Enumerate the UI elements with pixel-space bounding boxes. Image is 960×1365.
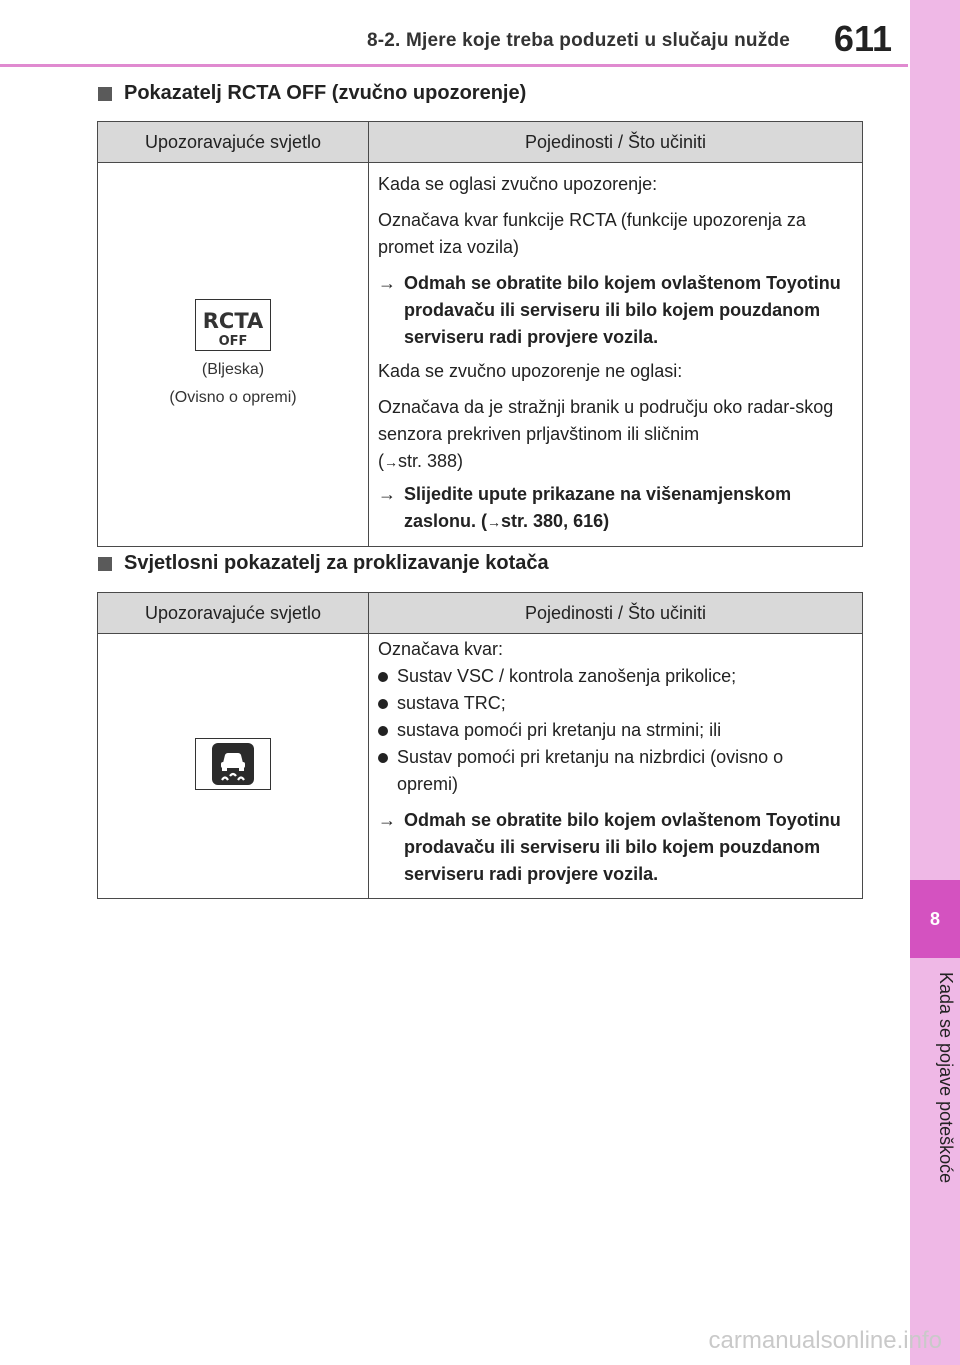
details-cell	[369, 163, 863, 547]
icon-cell	[98, 634, 369, 899]
section-heading-text: Pokazatelj RCTA OFF (zvučno upozorenje)	[124, 82, 527, 104]
section-heading-text: Svjetlosni pokazatelj za proklizavanje kotača	[124, 552, 549, 574]
table-header-row	[98, 593, 863, 634]
chapter-side-tab	[910, 0, 960, 1365]
section-heading-rcta	[98, 82, 526, 105]
list-item	[378, 744, 852, 798]
rcta-icon-line1: RCTA	[202, 309, 264, 333]
page-reference: str. 388)	[398, 451, 464, 471]
watermark: carmanualsonline.info	[708, 1327, 942, 1354]
bullet-icon	[378, 744, 397, 798]
list-item-text: sustava TRC;	[397, 693, 506, 713]
list-item-text: Sustav VSC / kontrola zanošenja prikolice;	[397, 666, 737, 686]
chapter-title: 8-2. Mjere koje treba poduzeti u slučaju nužde	[366, 30, 790, 51]
chapter-number: 8	[910, 880, 960, 958]
arrow-icon: →	[378, 810, 396, 830]
header-rule	[0, 64, 908, 67]
action-item	[378, 270, 852, 351]
arrow-icon: →	[378, 273, 396, 293]
column-header-light: Upozoravajuće svjetlo	[98, 122, 369, 163]
bullet-icon	[378, 717, 397, 744]
list-item-text: Sustav pomoći pri kretanju na nizbrdici (ovisno o opremi)	[397, 747, 784, 794]
square-bullet-icon	[98, 557, 112, 571]
icon-caption-equipment: (Ovisno o opremi)	[169, 389, 297, 406]
action-item	[378, 807, 852, 888]
action-text: Slijedite upute prikazane na višenamjenskom zaslonu. (	[404, 484, 792, 531]
bullet-icon	[378, 663, 397, 690]
list-item	[378, 717, 852, 744]
detail-text: Označava kvar funkcije RCTA (funkcije upozorenja za promet iza vozila)	[378, 210, 806, 257]
arrow-icon: →	[487, 514, 502, 530]
column-header-details: Pojedinosti / Što učiniti	[369, 593, 863, 634]
detail-text-main: Označava da je stražnji branik u području oko radar-skog senzora prekriven prljavštinom ili sličnim	[378, 397, 834, 444]
detail-text: Označava kvar:	[378, 639, 504, 659]
page-number: 611	[833, 18, 892, 59]
section-heading-slip	[98, 552, 549, 575]
detail-text: Kada se oglasi zvučno upozorenje:	[378, 174, 658, 194]
action-text-wrap	[404, 481, 852, 536]
rcta-icon-line2: OFF	[218, 334, 248, 349]
square-bullet-icon	[98, 87, 112, 101]
list-item	[378, 663, 852, 690]
rcta-table	[97, 121, 863, 547]
arrow-icon: →	[384, 454, 398, 470]
detail-text: Kada se zvučno upozorenje ne oglasi:	[378, 361, 683, 381]
table-header-row	[98, 122, 863, 163]
icon-caption-flash: (Bljeska)	[201, 361, 265, 378]
action-text: Odmah se obratite bilo kojem ovlaštenom Toyotinu prodavaču ili serviseru ili bilo kojem pouzdanom serviseru radi provjere vozila.	[404, 273, 841, 347]
table-row	[98, 163, 863, 547]
table-row	[98, 634, 863, 899]
action-text: Odmah se obratite bilo kojem ovlaštenom Toyotinu prodavaču ili serviseru ili bilo kojem pouzdanom serviseru radi provjere vozila.	[404, 810, 841, 884]
bullet-icon	[378, 690, 397, 717]
page-reference: str. 380, 616)	[501, 511, 610, 531]
action-item	[378, 481, 852, 536]
details-cell	[369, 634, 863, 899]
slip-table	[97, 592, 863, 899]
column-header-light: Upozoravajuće svjetlo	[98, 593, 369, 634]
list-item-text: sustava pomoći pri kretanju na strmini; ili	[397, 720, 722, 740]
page-header	[0, 0, 908, 66]
ref-open: (	[378, 451, 384, 471]
column-header-details: Pojedinosti / Što učiniti	[369, 122, 863, 163]
slip-indicator-icon	[195, 738, 271, 790]
arrow-icon: →	[378, 484, 396, 504]
rcta-off-icon	[195, 299, 271, 351]
icon-cell	[98, 163, 369, 547]
detail-text	[378, 394, 852, 476]
list-item	[378, 690, 852, 717]
chapter-label: Kada se pojave poteškoće	[936, 972, 956, 1184]
